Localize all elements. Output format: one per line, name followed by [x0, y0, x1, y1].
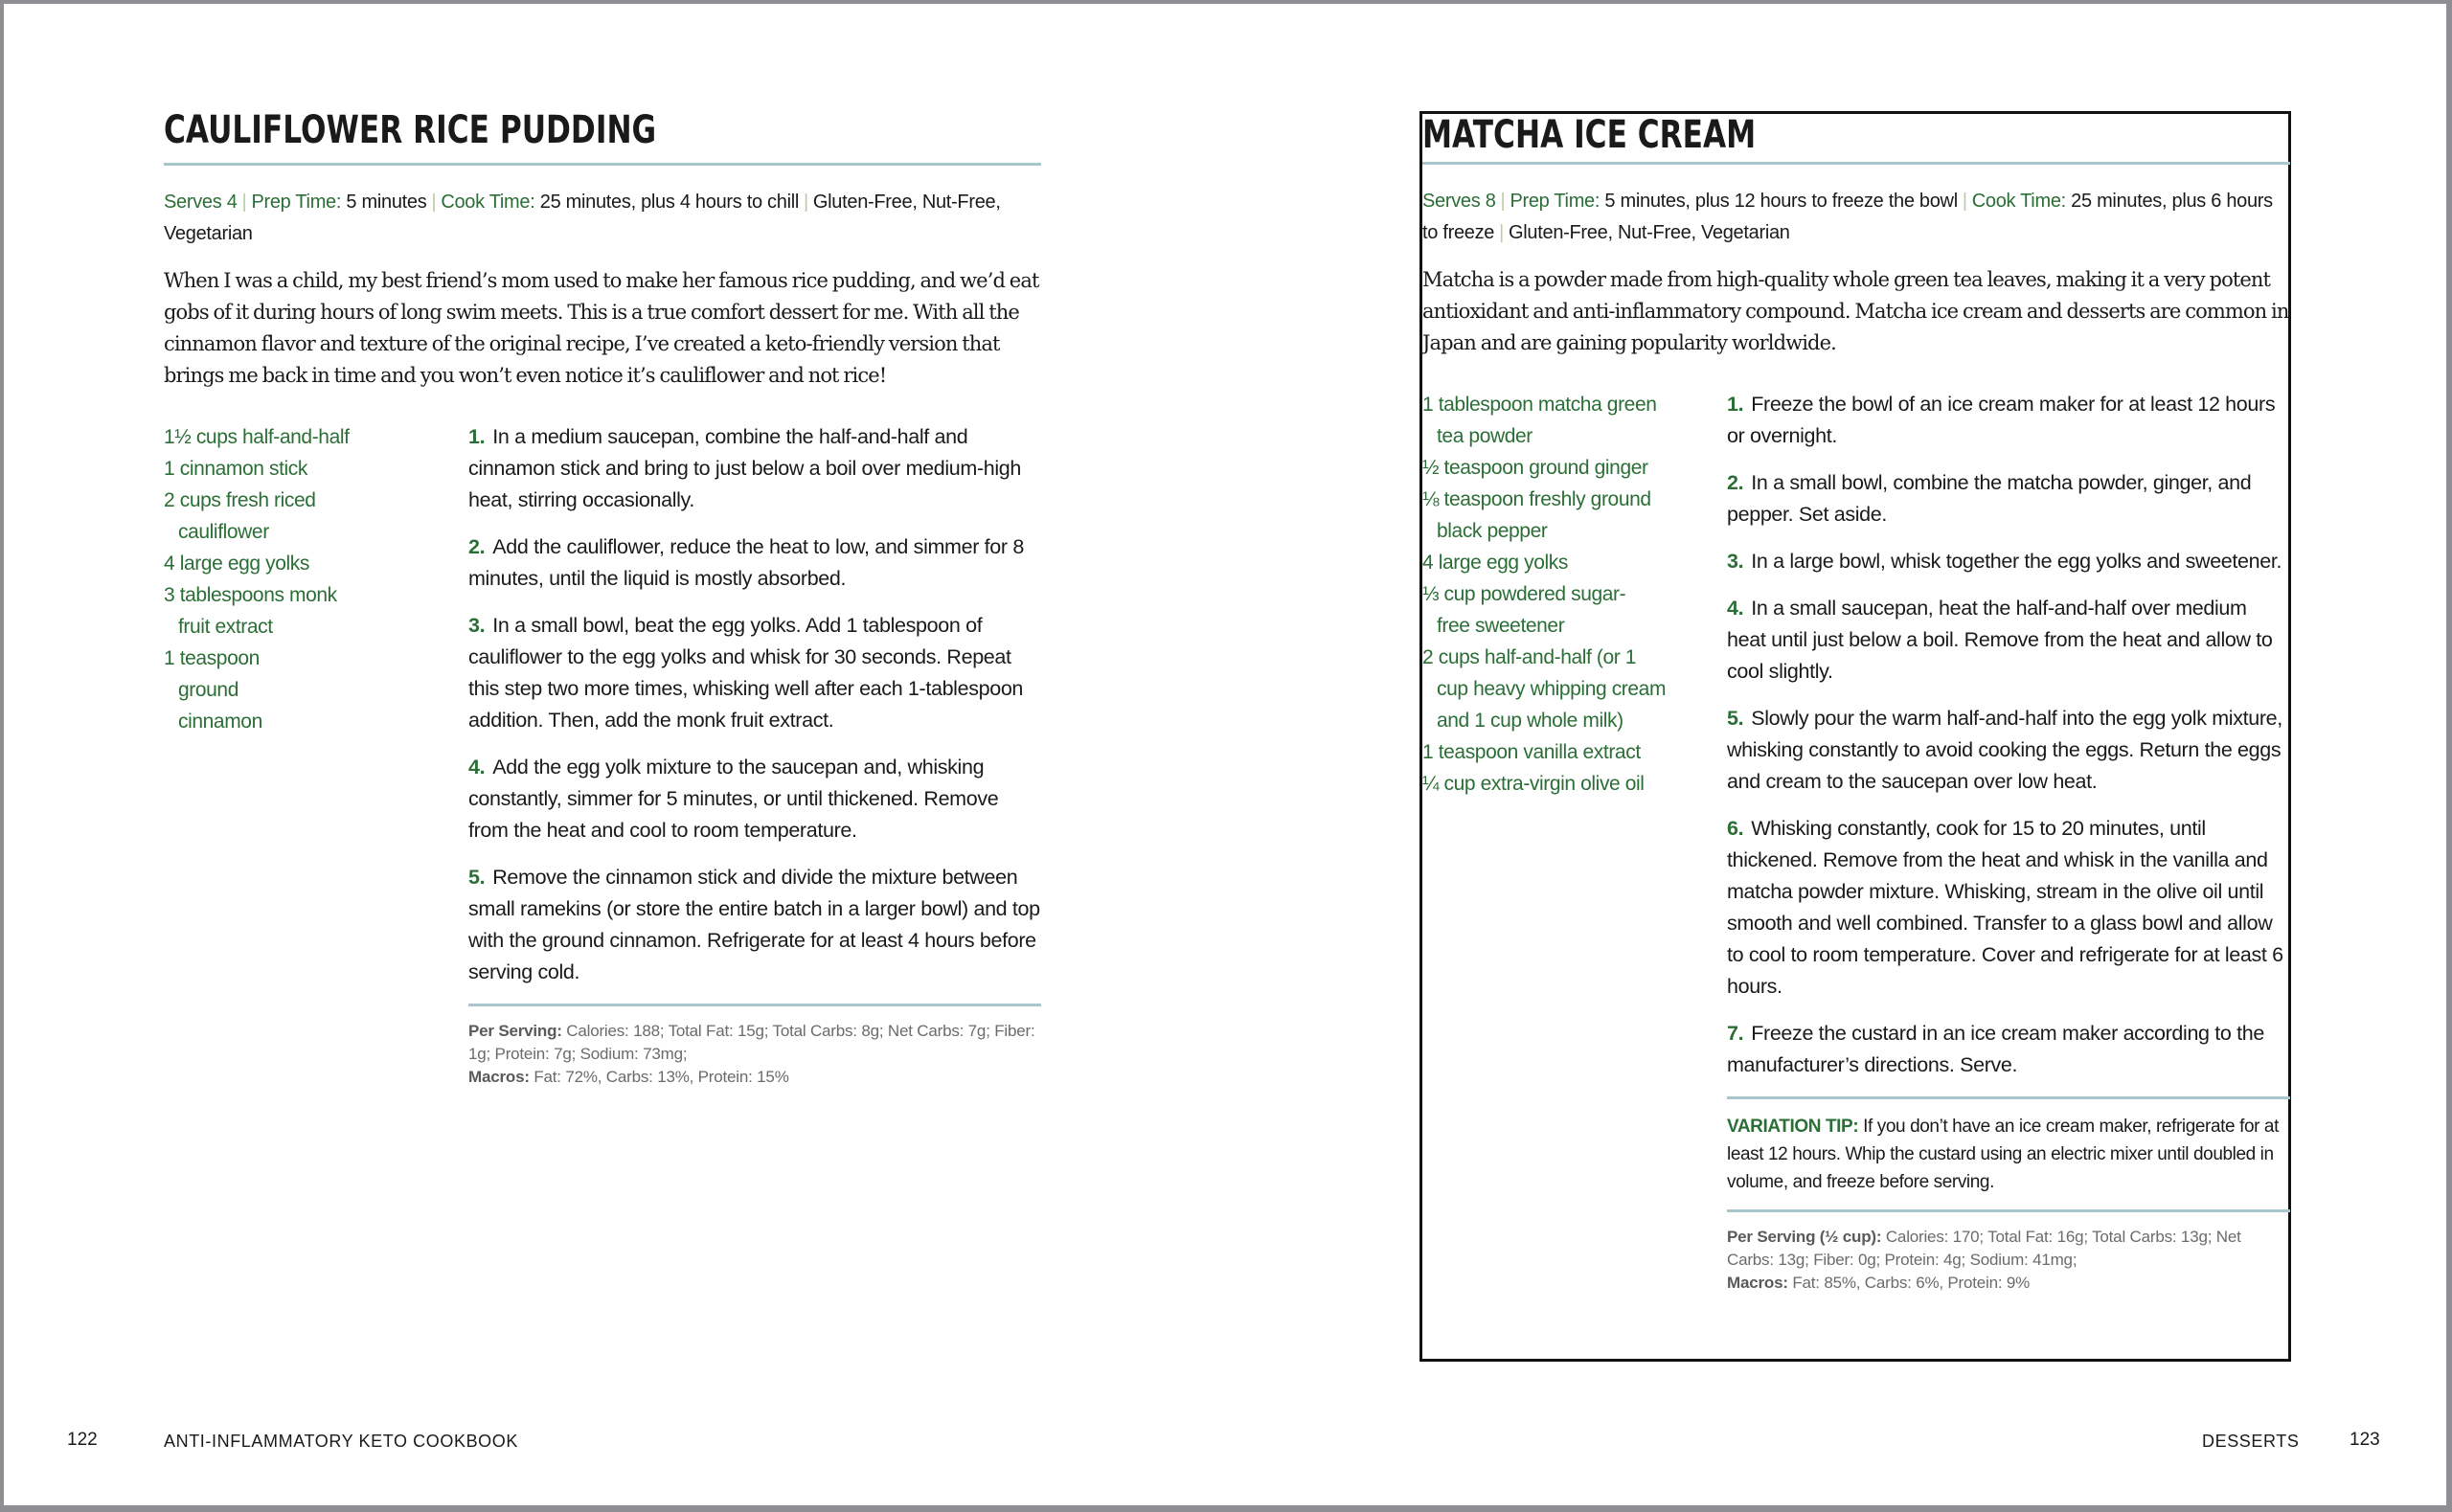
per-serving-text: Calories: 170; Total Fat: 16g; Total Carbs: 13g; Net Carbs: 13g; Fiber: 0g; Protein: 4g; Sodium: 41mg;: [1727, 1228, 2241, 1269]
step-number: 6.: [1727, 817, 1744, 840]
macros-label: Macros:: [468, 1068, 530, 1086]
per-serving-text: Calories: 188; Total Fat: 15g; Total Carbs: 8g; Net Carbs: 7g; Fiber: 1g; Protein: 7g; Sodium: 73mg;: [468, 1022, 1035, 1063]
step-item: [468, 531, 1041, 595]
step-item: [1727, 813, 2290, 1003]
diet-tags: Gluten-Free, Nut-Free, Vegetarian: [164, 192, 1001, 244]
step-number: 3.: [1727, 550, 1744, 573]
ingredient-list: [164, 421, 468, 1089]
recipe-meta: [1422, 186, 2290, 249]
prep-value: 5 minutes: [346, 192, 427, 213]
recipe-intro: When I was a child, my best friend’s mom used to make her famous rice pudding, and we’d eat gobs of it during hours of long swim meets. This is a true comfort dessert for me. With all the cinnamon flavor and texture of the original recipe, I’ve created a keto-friendly version that brings me back in time and you won’t even notice it’s cauliflower and not rice!: [164, 269, 1039, 387]
ingredient-item: 4 large egg yolks: [1422, 552, 1568, 574]
separator: |: [804, 192, 808, 213]
step-text: Add the egg yolk mixture to the saucepan and, whisking constantly, simmer for 5 minutes, or until thickened. Remove from the heat and cool to room temperature.: [468, 756, 999, 842]
recipe-meta: [164, 187, 1041, 250]
right-page-number: 123: [2350, 1430, 2380, 1450]
macros-text: Fat: 85%, Carbs: 6%, Protein: 9%: [1792, 1274, 2031, 1292]
step-number: 4.: [1727, 597, 1744, 620]
step-number: 5.: [468, 866, 486, 889]
step-number: 7.: [1727, 1022, 1744, 1045]
left-running-title: ANTI-INFLAMMATORY KETO COOKBOOK: [164, 1432, 518, 1451]
step-number: 1.: [468, 425, 486, 448]
step-list: [1727, 389, 2290, 1295]
ingredient-item: ⅓ cup powdered sugar-free sweetener: [1422, 583, 1626, 637]
prep-label: Prep Time:: [251, 192, 342, 213]
step-text: In a small bowl, beat the egg yolks. Add 1 tablespoon of cauliflower to the egg yolks and whisk for 30 seconds. Repeat this step two more times, whisking well after each 1-tablespoon addition. Then, add the monk fruit extract.: [468, 614, 1024, 732]
step-item: [1727, 546, 2290, 577]
step-number: 1.: [1727, 393, 1744, 416]
step-item: [1727, 1018, 2290, 1081]
separator: |: [241, 192, 247, 213]
nutrition-info: [468, 1020, 1041, 1089]
macros-text: Fat: 72%, Carbs: 13%, Protein: 15%: [534, 1068, 789, 1086]
step-item: [1727, 593, 2290, 688]
separator: |: [1499, 222, 1505, 243]
cook-value: 25 minutes, plus 4 hours to chill: [539, 192, 799, 213]
cook-label: Cook Time:: [441, 192, 535, 213]
prep-value: 5 minutes, plus 12 hours to freeze the bowl: [1604, 191, 1958, 212]
recipe-intro: Matcha is a powder made from high-quality whole green tea leaves, making it a very potent antioxidant and anti-inflammatory compound. Matcha ice cream and desserts are common in Japan and are gaining popularity worldwide.: [1422, 268, 2289, 354]
step-item: [468, 421, 1041, 516]
recipe-matcha-ice-cream: [1419, 111, 2291, 1362]
ingredient-item: 1 cinnamon stick: [164, 458, 308, 480]
step-item: [1727, 467, 2290, 530]
separator: |: [1500, 191, 1506, 212]
ingredient-item: 1½ cups half-and-half: [164, 426, 350, 448]
separator: |: [431, 192, 437, 213]
ingredient-item: 3 tablespoons monk fruit extract: [164, 584, 337, 638]
right-running-title: DESSERTS: [2202, 1432, 2300, 1451]
step-text: Whisking constantly, cook for 15 to 20 minutes, until thickened. Remove from the heat and whisk in the vanilla and matcha powder mixture. Whisking, stream in the olive oil until smooth and well combined. Transfer to a glass bowl and allow to cool to room temperature. Cover and refrigerate for at least 6 hours.: [1727, 817, 2283, 998]
title-divider: [1422, 162, 2290, 165]
serves: Serves 8: [1422, 191, 1496, 212]
recipe-body: [164, 421, 1041, 1089]
step-text: In a small bowl, combine the matcha powder, ginger, and pepper. Set aside.: [1727, 471, 2252, 526]
macros-label: Macros:: [1727, 1274, 1788, 1292]
tip-divider: [1727, 1096, 2290, 1099]
serves: Serves 4: [164, 192, 238, 213]
ingredient-item: 2 cups half-and-half (or 1 cup heavy whipping cream and 1 cup whole milk): [1422, 646, 1667, 732]
title-divider: [164, 163, 1041, 166]
step-text: In a large bowl, whisk together the egg yolks and sweetener.: [1751, 550, 2282, 573]
left-page-number: 122: [67, 1430, 98, 1450]
recipe-title: CAULIFLOWER RICE PUDDING: [164, 108, 657, 152]
step-number: 5.: [1727, 707, 1744, 730]
step-item: [1727, 703, 2290, 798]
tip-label: VARIATION TIP:: [1727, 1117, 1859, 1137]
step-number: 2.: [1727, 471, 1744, 494]
ingredient-list: [1422, 389, 1727, 1295]
step-text: In a medium saucepan, combine the half-and-half and cinnamon stick and bring to just below a boil over medium-high heat, stirring occasionally.: [468, 425, 1022, 511]
step-text: Slowly pour the warm half-and-half into the egg yolk mixture, whisking constantly to avoid cooking the eggs. Return the eggs and cream to the saucepan over low heat.: [1727, 707, 2282, 793]
recipe-body: [1422, 389, 2290, 1295]
tip-text: If you don’t have an ice cream maker, refrigerate for at least 12 hours. Whip the custard using an electric mixer until doubled in volume, and freeze before serving.: [1727, 1117, 2279, 1192]
ingredient-item: ⅛ teaspoon freshly ground black pepper: [1422, 488, 1651, 542]
ingredient-item: 1 tablespoon matcha green tea powder: [1422, 394, 1657, 447]
step-number: 4.: [468, 756, 486, 779]
cook-label: Cook Time:: [1971, 191, 2066, 212]
step-item: [468, 862, 1041, 988]
prep-label: Prep Time:: [1510, 191, 1601, 212]
ingredient-item: ½ teaspoon ground ginger: [1422, 457, 1648, 479]
nutrition-divider: [1727, 1209, 2290, 1212]
step-number: 2.: [468, 535, 486, 558]
cook-value: 25 minutes, plus 6 hours to freeze: [1422, 191, 2273, 243]
nutrition-divider: [468, 1004, 1041, 1006]
step-item: [468, 610, 1041, 736]
nutrition-info: [1727, 1226, 2290, 1295]
step-list: [468, 421, 1041, 1089]
book-spread: [4, 4, 2446, 1505]
step-item: [1727, 389, 2290, 452]
diet-tags: Gluten-Free, Nut-Free, Vegetarian: [1509, 222, 1790, 243]
step-text: Remove the cinnamon stick and divide the mixture between small ramekins (or store the entire batch in a larger bowl) and top with the ground cinnamon. Refrigerate for at least 4 hours before serving cold.: [468, 866, 1040, 983]
variation-tip: [1727, 1113, 2290, 1196]
ingredient-item: 2 cups fresh riced cauliflower: [164, 489, 316, 543]
step-item: [468, 752, 1041, 846]
step-text: In a small saucepan, heat the half-and-half over medium heat until just below a boil. Remove from the heat and allow to cool slightly.: [1727, 597, 2273, 683]
recipe-title: MATCHA ICE CREAM: [1422, 113, 1757, 157]
ingredient-item: 1 teaspoon vanilla extract: [1422, 741, 1641, 763]
per-serving-label: Per Serving (½ cup):: [1727, 1228, 1882, 1246]
step-text: Add the cauliflower, reduce the heat to low, and simmer for 8 minutes, until the liquid is mostly absorbed.: [468, 535, 1024, 590]
recipe-inner: [1422, 114, 2290, 1295]
per-serving-label: Per Serving:: [468, 1022, 562, 1040]
recipe-cauliflower-rice-pudding: [164, 103, 1041, 1089]
step-text: Freeze the custard in an ice cream maker according to the manufacturer’s directions. Serve.: [1727, 1022, 2264, 1076]
ingredient-item: 1 teaspoon ground cinnamon: [164, 647, 262, 733]
step-text: Freeze the bowl of an ice cream maker for at least 12 hours or overnight.: [1727, 393, 2276, 447]
step-number: 3.: [468, 614, 486, 637]
separator: |: [1962, 191, 1967, 212]
ingredient-item: 4 large egg yolks: [164, 553, 309, 575]
ingredient-item: ¼ cup extra-virgin olive oil: [1422, 773, 1645, 795]
